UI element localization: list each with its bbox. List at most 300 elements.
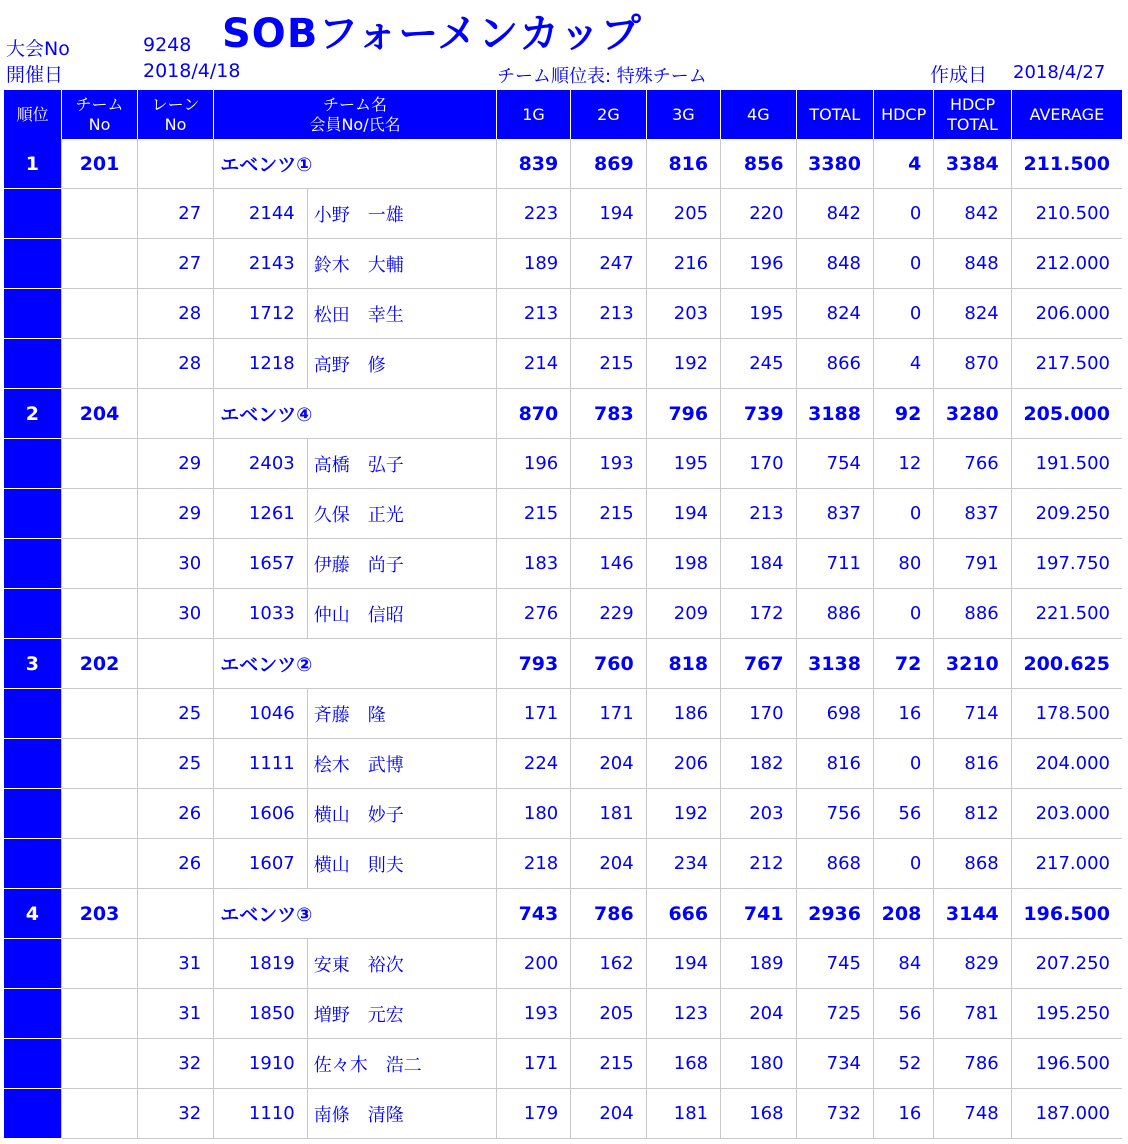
team-no-cell	[62, 439, 137, 489]
total-cell: 711	[796, 539, 873, 589]
g4-cell: 170	[721, 689, 796, 739]
average-cell: 191.500	[1011, 439, 1122, 489]
rank-cell	[4, 789, 62, 839]
g3-cell: 206	[646, 739, 720, 789]
results-body	[4, 139, 1123, 1139]
g2-cell: 760	[571, 639, 646, 689]
rank-cell	[4, 189, 62, 239]
rank-cell	[4, 539, 62, 589]
total-cell: 3138	[796, 639, 873, 689]
created-label: 作成日	[930, 64, 988, 86]
member-name-cell: 安東 裕次	[307, 939, 496, 989]
g2-cell: 204	[571, 739, 646, 789]
member-name-cell: 横山 則夫	[307, 839, 496, 889]
hdcp-cell: 52	[873, 1039, 933, 1089]
average-cell: 195.250	[1011, 989, 1122, 1039]
g1-cell: 193	[496, 989, 570, 1039]
total-cell: 848	[796, 239, 873, 289]
member-no-cell: 2403	[214, 439, 308, 489]
member-no-cell: 2144	[214, 189, 308, 239]
team-row	[4, 889, 1123, 939]
g2-cell: 162	[571, 939, 646, 989]
report-title: チーム順位表: 特殊チーム	[497, 66, 707, 87]
g4-cell: 203	[721, 789, 796, 839]
hdcp-total-cell: 816	[934, 739, 1011, 789]
member-name-cell: 仲山 信昭	[307, 589, 496, 639]
member-no-cell: 1607	[214, 839, 308, 889]
team-no-cell	[62, 939, 137, 989]
lane-cell: 25	[137, 689, 213, 739]
g1-cell: 223	[496, 189, 570, 239]
total-cell: 842	[796, 189, 873, 239]
g4-cell: 212	[721, 839, 796, 889]
page-title: SOBフォーメンカップ	[222, 11, 642, 57]
member-name-cell: 斉藤 隆	[307, 689, 496, 739]
total-cell: 734	[796, 1039, 873, 1089]
member-no-cell: 1046	[214, 689, 308, 739]
average-cell: 211.500	[1011, 139, 1122, 189]
g3-cell: 195	[646, 439, 720, 489]
col-lane-line2: No	[164, 114, 187, 134]
rank-cell	[4, 239, 62, 289]
team-no-cell	[62, 189, 137, 239]
g3-cell: 203	[646, 289, 720, 339]
results-table	[3, 90, 1122, 1139]
lane-cell: 28	[137, 339, 213, 389]
hdcp-total-cell: 3280	[934, 389, 1011, 439]
average-cell: 205.000	[1011, 389, 1122, 439]
g3-cell: 123	[646, 989, 720, 1039]
g2-cell: 181	[571, 789, 646, 839]
team-no-cell	[62, 239, 137, 289]
hdcp-total-cell: 824	[934, 289, 1011, 339]
col-team-no-line1: チーム	[75, 94, 124, 114]
col-hdcp-total	[934, 90, 1011, 139]
rank-cell: 2	[4, 389, 62, 439]
member-name-cell: 桧木 武博	[307, 739, 496, 789]
g1-cell: 218	[496, 839, 570, 889]
col-hdcp: HDCP	[873, 90, 933, 139]
g2-cell: 193	[571, 439, 646, 489]
rank-cell	[4, 289, 62, 339]
hdcp-cell: 0	[873, 239, 933, 289]
lane-cell: 28	[137, 289, 213, 339]
lane-cell: 29	[137, 489, 213, 539]
member-name-cell: 南條 清隆	[307, 1089, 496, 1139]
g3-cell: 216	[646, 239, 720, 289]
hdcp-cell: 56	[873, 789, 933, 839]
g4-cell: 767	[721, 639, 796, 689]
total-cell: 745	[796, 939, 873, 989]
member-name-cell: 高野 修	[307, 339, 496, 389]
rank-cell	[4, 739, 62, 789]
g4-cell: 245	[721, 339, 796, 389]
hdcp-cell: 80	[873, 539, 933, 589]
team-no-cell	[62, 739, 137, 789]
total-cell: 816	[796, 739, 873, 789]
total-cell: 868	[796, 839, 873, 889]
hdcp-cell: 0	[873, 289, 933, 339]
hdcp-cell: 56	[873, 989, 933, 1039]
team-no-cell	[62, 839, 137, 889]
member-name-cell: 久保 正光	[307, 489, 496, 539]
hdcp-total-cell: 714	[934, 689, 1011, 739]
col-hdcp-total-line2: TOTAL	[947, 114, 998, 134]
hdcp-total-cell: 812	[934, 789, 1011, 839]
total-cell: 2936	[796, 889, 873, 939]
average-cell: 212.000	[1011, 239, 1122, 289]
g2-cell: 247	[571, 239, 646, 289]
average-cell: 196.500	[1011, 1039, 1122, 1089]
member-name-cell: 松田 幸生	[307, 289, 496, 339]
total-cell: 756	[796, 789, 873, 839]
g3-cell: 796	[646, 389, 720, 439]
rank-cell	[4, 589, 62, 639]
rank-cell: 3	[4, 639, 62, 689]
hdcp-cell: 0	[873, 189, 933, 239]
hdcp-total-cell: 766	[934, 439, 1011, 489]
member-name-cell: 高橋 弘子	[307, 439, 496, 489]
g2-cell: 215	[571, 489, 646, 539]
member-row	[4, 589, 1123, 639]
member-name-cell: 伊藤 尚子	[307, 539, 496, 589]
g4-cell: 189	[721, 939, 796, 989]
g2-cell: 204	[571, 1089, 646, 1139]
g3-cell: 205	[646, 189, 720, 239]
g2-cell: 205	[571, 989, 646, 1039]
event-no-label: 大会No	[6, 38, 70, 60]
member-row	[4, 939, 1123, 989]
team-name-cell: エベンツ②	[214, 639, 497, 689]
event-date: 2018/4/18	[143, 60, 241, 82]
g4-cell: 220	[721, 189, 796, 239]
member-row	[4, 439, 1123, 489]
g1-cell: 200	[496, 939, 570, 989]
member-name-cell: 小野 一雄	[307, 189, 496, 239]
date-label: 開催日	[6, 64, 64, 86]
hdcp-total-cell: 842	[934, 189, 1011, 239]
g4-cell: 182	[721, 739, 796, 789]
g4-cell: 172	[721, 589, 796, 639]
team-no-cell	[62, 589, 137, 639]
g2-cell: 194	[571, 189, 646, 239]
hdcp-total-cell: 781	[934, 989, 1011, 1039]
total-cell: 866	[796, 339, 873, 389]
col-team-no	[62, 90, 137, 139]
average-cell: 217.000	[1011, 839, 1122, 889]
team-no-cell	[62, 1039, 137, 1089]
g1-cell: 171	[496, 689, 570, 739]
hdcp-total-cell: 870	[934, 339, 1011, 389]
g3-cell: 816	[646, 139, 720, 189]
lane-cell: 30	[137, 589, 213, 639]
g1-cell: 870	[496, 389, 570, 439]
col-hdcp-total-line1: HDCP	[949, 94, 996, 114]
g3-cell: 186	[646, 689, 720, 739]
hdcp-cell: 0	[873, 739, 933, 789]
col-total: TOTAL	[796, 90, 873, 139]
lane-cell: 29	[137, 439, 213, 489]
g3-cell: 818	[646, 639, 720, 689]
member-no-cell: 1218	[214, 339, 308, 389]
lane-cell	[137, 139, 213, 189]
lane-cell: 31	[137, 939, 213, 989]
g1-cell: 224	[496, 739, 570, 789]
g3-cell: 234	[646, 839, 720, 889]
g4-cell: 739	[721, 389, 796, 439]
hdcp-cell: 84	[873, 939, 933, 989]
total-cell: 732	[796, 1089, 873, 1139]
g4-cell: 856	[721, 139, 796, 189]
total-cell: 837	[796, 489, 873, 539]
hdcp-total-cell: 748	[934, 1089, 1011, 1139]
average-cell: 209.250	[1011, 489, 1122, 539]
total-cell: 3188	[796, 389, 873, 439]
lane-cell	[137, 639, 213, 689]
g3-cell: 192	[646, 339, 720, 389]
average-cell: 210.500	[1011, 189, 1122, 239]
col-4g: 4G	[721, 90, 796, 139]
team-name-cell: エベンツ④	[214, 389, 497, 439]
g4-cell: 196	[721, 239, 796, 289]
g1-cell: 180	[496, 789, 570, 839]
col-2g: 2G	[571, 90, 646, 139]
average-cell: 187.000	[1011, 1089, 1122, 1139]
member-row	[4, 1039, 1123, 1089]
member-no-cell: 1850	[214, 989, 308, 1039]
member-row	[4, 1089, 1123, 1139]
rank-cell	[4, 689, 62, 739]
g3-cell: 194	[646, 939, 720, 989]
g3-cell: 192	[646, 789, 720, 839]
team-no-cell: 203	[62, 889, 137, 939]
member-row	[4, 189, 1123, 239]
col-average: AVERAGE	[1011, 90, 1122, 139]
average-cell: 196.500	[1011, 889, 1122, 939]
g2-cell: 215	[571, 1039, 646, 1089]
total-cell: 3380	[796, 139, 873, 189]
g1-cell: 214	[496, 339, 570, 389]
hdcp-cell: 16	[873, 1089, 933, 1139]
col-rank: 順位	[4, 90, 62, 139]
lane-cell: 25	[137, 739, 213, 789]
total-cell: 725	[796, 989, 873, 1039]
member-row	[4, 539, 1123, 589]
g2-cell: 204	[571, 839, 646, 889]
lane-cell: 32	[137, 1089, 213, 1139]
hdcp-total-cell: 786	[934, 1039, 1011, 1089]
hdcp-total-cell: 868	[934, 839, 1011, 889]
average-cell: 221.500	[1011, 589, 1122, 639]
team-no-cell	[62, 989, 137, 1039]
g4-cell: 195	[721, 289, 796, 339]
g3-cell: 194	[646, 489, 720, 539]
hdcp-cell: 4	[873, 139, 933, 189]
average-cell: 197.750	[1011, 539, 1122, 589]
g2-cell: 786	[571, 889, 646, 939]
total-cell: 698	[796, 689, 873, 739]
member-no-cell: 2143	[214, 239, 308, 289]
lane-cell	[137, 389, 213, 439]
g3-cell: 168	[646, 1039, 720, 1089]
member-no-cell: 1712	[214, 289, 308, 339]
g3-cell: 209	[646, 589, 720, 639]
g2-cell: 869	[571, 139, 646, 189]
event-no: 9248	[143, 34, 192, 56]
team-row	[4, 139, 1123, 189]
team-row	[4, 389, 1123, 439]
rank-cell	[4, 439, 62, 489]
hdcp-cell: 92	[873, 389, 933, 439]
member-name-cell: 横山 妙子	[307, 789, 496, 839]
g3-cell: 181	[646, 1089, 720, 1139]
hdcp-total-cell: 3384	[934, 139, 1011, 189]
g1-cell: 215	[496, 489, 570, 539]
g2-cell: 229	[571, 589, 646, 639]
g4-cell: 170	[721, 439, 796, 489]
rank-cell: 1	[4, 139, 62, 189]
team-no-cell	[62, 789, 137, 839]
g4-cell: 180	[721, 1039, 796, 1089]
member-no-cell: 1110	[214, 1089, 308, 1139]
member-name-cell: 増野 元宏	[307, 989, 496, 1039]
g2-cell: 213	[571, 289, 646, 339]
member-no-cell: 1819	[214, 939, 308, 989]
member-row	[4, 489, 1123, 539]
total-cell: 754	[796, 439, 873, 489]
rank-cell	[4, 489, 62, 539]
average-cell: 217.500	[1011, 339, 1122, 389]
hdcp-cell: 0	[873, 589, 933, 639]
g1-cell: 179	[496, 1089, 570, 1139]
col-name-line2: 会員No/氏名	[309, 114, 401, 134]
g4-cell: 204	[721, 989, 796, 1039]
hdcp-cell: 4	[873, 339, 933, 389]
team-no-cell: 201	[62, 139, 137, 189]
g4-cell: 184	[721, 539, 796, 589]
g3-cell: 198	[646, 539, 720, 589]
rank-cell	[4, 939, 62, 989]
g4-cell: 741	[721, 889, 796, 939]
col-3g: 3G	[646, 90, 720, 139]
total-cell: 824	[796, 289, 873, 339]
member-row	[4, 839, 1123, 889]
member-row	[4, 989, 1123, 1039]
hdcp-total-cell: 829	[934, 939, 1011, 989]
col-team-no-line2: No	[88, 114, 111, 134]
member-row	[4, 689, 1123, 739]
g3-cell: 666	[646, 889, 720, 939]
g2-cell: 146	[571, 539, 646, 589]
rank-cell	[4, 1089, 62, 1139]
rank-cell	[4, 1039, 62, 1089]
team-no-cell: 204	[62, 389, 137, 439]
g1-cell: 171	[496, 1039, 570, 1089]
lane-cell: 31	[137, 989, 213, 1039]
hdcp-total-cell: 3144	[934, 889, 1011, 939]
member-row	[4, 739, 1123, 789]
rank-cell	[4, 839, 62, 889]
member-no-cell: 1261	[214, 489, 308, 539]
team-name-cell: エベンツ①	[214, 139, 497, 189]
team-no-cell	[62, 1089, 137, 1139]
lane-cell	[137, 889, 213, 939]
hdcp-cell: 12	[873, 439, 933, 489]
lane-cell: 27	[137, 239, 213, 289]
team-no-cell	[62, 289, 137, 339]
average-cell: 206.000	[1011, 289, 1122, 339]
lane-cell: 32	[137, 1039, 213, 1089]
team-no-cell	[62, 489, 137, 539]
g4-cell: 168	[721, 1089, 796, 1139]
hdcp-total-cell: 837	[934, 489, 1011, 539]
g1-cell: 196	[496, 439, 570, 489]
average-cell: 203.000	[1011, 789, 1122, 839]
hdcp-cell: 16	[873, 689, 933, 739]
lane-cell: 26	[137, 789, 213, 839]
g1-cell: 276	[496, 589, 570, 639]
member-no-cell: 1657	[214, 539, 308, 589]
hdcp-total-cell: 848	[934, 239, 1011, 289]
g1-cell: 743	[496, 889, 570, 939]
team-name-cell: エベンツ③	[214, 889, 497, 939]
team-no-cell	[62, 339, 137, 389]
team-no-cell	[62, 689, 137, 739]
average-cell: 178.500	[1011, 689, 1122, 739]
hdcp-total-cell: 791	[934, 539, 1011, 589]
lane-cell: 27	[137, 189, 213, 239]
col-lane-line1: レーン	[151, 94, 200, 114]
hdcp-cell: 208	[873, 889, 933, 939]
member-no-cell: 1910	[214, 1039, 308, 1089]
lane-cell: 26	[137, 839, 213, 889]
average-cell: 200.625	[1011, 639, 1122, 689]
col-name-line1: チーム名	[323, 94, 388, 114]
member-no-cell: 1111	[214, 739, 308, 789]
member-row	[4, 239, 1123, 289]
team-no-cell	[62, 539, 137, 589]
average-cell: 207.250	[1011, 939, 1122, 989]
team-no-cell: 202	[62, 639, 137, 689]
g2-cell: 171	[571, 689, 646, 739]
col-1g: 1G	[496, 90, 570, 139]
g1-cell: 793	[496, 639, 570, 689]
member-row	[4, 289, 1123, 339]
rank-cell	[4, 339, 62, 389]
g4-cell: 213	[721, 489, 796, 539]
header-row	[4, 90, 1123, 139]
hdcp-cell: 0	[873, 489, 933, 539]
col-name	[214, 90, 497, 139]
g1-cell: 183	[496, 539, 570, 589]
member-no-cell: 1606	[214, 789, 308, 839]
rank-cell: 4	[4, 889, 62, 939]
g1-cell: 189	[496, 239, 570, 289]
total-cell: 886	[796, 589, 873, 639]
g1-cell: 839	[496, 139, 570, 189]
g1-cell: 213	[496, 289, 570, 339]
hdcp-total-cell: 886	[934, 589, 1011, 639]
lane-cell: 30	[137, 539, 213, 589]
hdcp-total-cell: 3210	[934, 639, 1011, 689]
member-row	[4, 789, 1123, 839]
member-name-cell: 佐々木 浩二	[307, 1039, 496, 1089]
col-lane	[137, 90, 213, 139]
team-row	[4, 639, 1123, 689]
g2-cell: 783	[571, 389, 646, 439]
average-cell: 204.000	[1011, 739, 1122, 789]
g2-cell: 215	[571, 339, 646, 389]
